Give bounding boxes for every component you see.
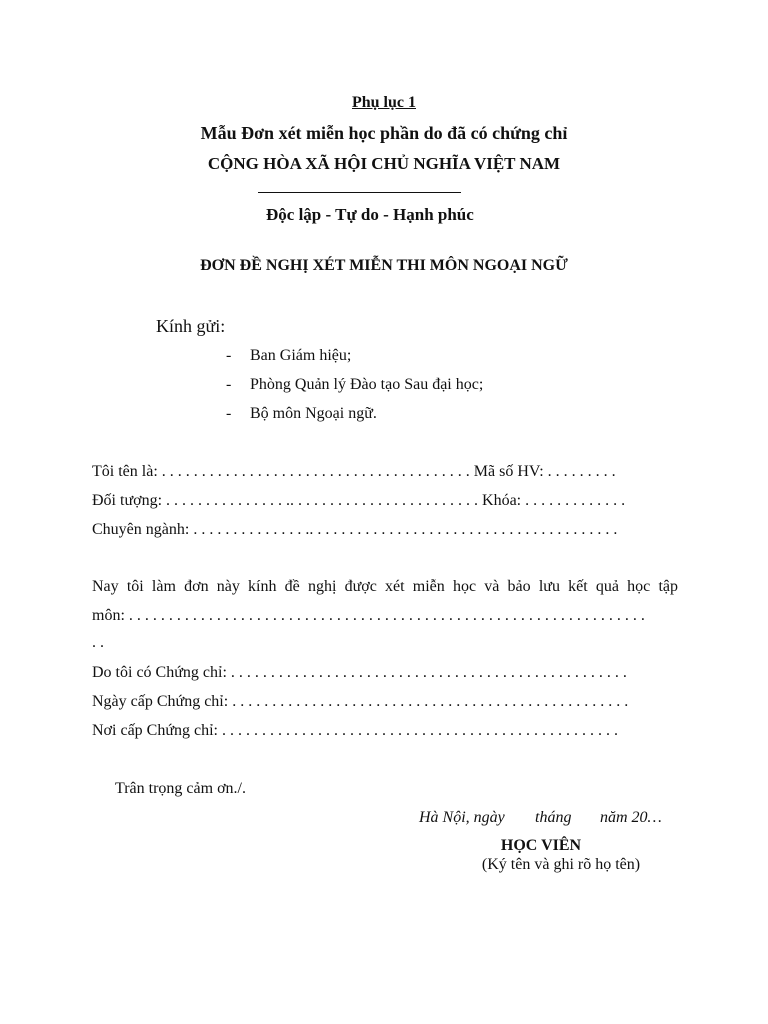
date-year: năm 20… (600, 809, 662, 826)
recipient-item: Bộ môn Ngoại ngữ. (250, 405, 377, 422)
closing-text: Trân trọng cảm ơn./. (115, 780, 246, 797)
course-field-line: môn: . . . . . . . . . . . . . . . . . . . . . . . . . . . . . . . . . . . . . . . . . . . . . . . . . . . . . . . . . . . . . . . . . (92, 607, 645, 624)
certificate-field-line: Do tôi có Chứng chỉ: . . . . . . . . . . . . . . . . . . . . . . . . . . . . . . . . . . . . . . . . . . . . . . . . . . (92, 664, 627, 681)
signer-role: HỌC VIÊN (500, 837, 582, 854)
country-name: CỘNG HÒA XÃ HỘI CHỦ NGHĨA VIỆT NAM (207, 154, 561, 173)
issue-place-field-line: Nơi cấp Chứng chỉ: . . . . . . . . . . . . . . . . . . . . . . . . . . . . . . . . . . . . . . . . . . . . . . . . . . (92, 722, 618, 739)
appendix-label: Phụ lục 1 (351, 94, 416, 111)
header-divider (258, 192, 461, 193)
list-bullet: - (226, 347, 232, 364)
date-month: tháng (535, 809, 572, 826)
request-text-line1: Nay tôi làm đơn này kính đề nghị được xét miễn học và bảo lưu kết quả học tập (92, 578, 678, 595)
list-bullet: - (226, 376, 232, 393)
course-field-continuation: . . (92, 634, 104, 651)
motto: Độc lập - Tự do - Hạnh phúc (266, 205, 474, 224)
recipient-item: Ban Giám hiệu; (250, 347, 352, 364)
date-place: Hà Nội, ngày (419, 809, 505, 826)
signature-note: (Ký tên và ghi rõ họ tên) (481, 856, 641, 873)
name-field-line: Tôi tên là: . . . . . . . . . . . . . . . . . . . . . . . . . . . . . . . . . . . . . . . Mã số HV: . . . . . . . . . (92, 463, 616, 480)
document-title: ĐƠN ĐỀ NGHỊ XÉT MIỄN THI MÔN NGOẠI NGỮ (200, 257, 568, 274)
recipient-item: Phòng Quản lý Đào tạo Sau đại học; (250, 376, 484, 393)
form-title: Mẫu Đơn xét miễn học phần do đã có chứng chỉ (200, 123, 568, 143)
issue-date-field-line: Ngày cấp Chứng chỉ: . . . . . . . . . . . . . . . . . . . . . . . . . . . . . . . . . . . . . . . . . . . . . . . . . . (92, 693, 629, 710)
subject-field-line: Đối tượng: . . . . . . . . . . . . . . . .. . . . . . . . . . . . . . . . . . . . . . . . Khóa: . . . . . . . . . . . . . (92, 492, 626, 509)
recipients-label: Kính gửi: (156, 316, 226, 336)
major-field-line: Chuyên ngành: . . . . . . . . . . . . . . .. . . . . . . . . . . . . . . . . . . . . . . . . . . . . . . . . . . . . . . (92, 521, 618, 538)
list-bullet: - (226, 405, 232, 422)
